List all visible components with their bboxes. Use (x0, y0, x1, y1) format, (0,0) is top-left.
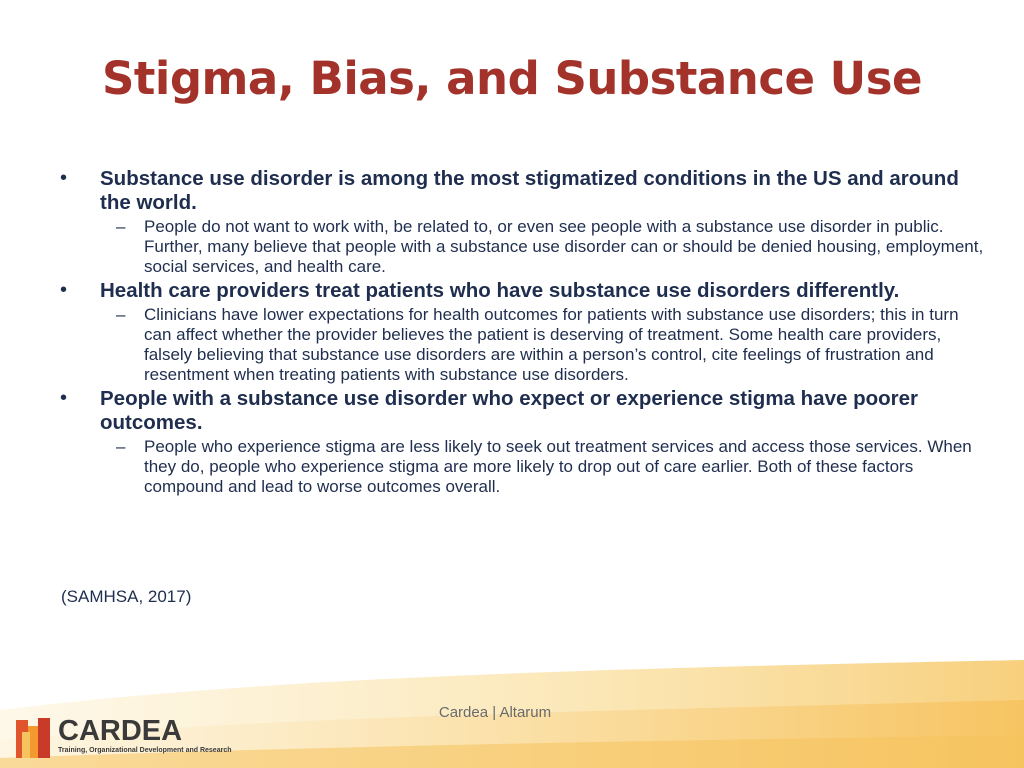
cardea-logo (14, 716, 234, 760)
bullet-item (56, 279, 986, 385)
bullet-heading: Substance use disorder is among the most stigmatized conditions in the US and around the world. (100, 167, 959, 214)
footer-org-label: Cardea | Altarum (438, 704, 552, 721)
bullet-item (56, 167, 986, 277)
sub-bullet-item (56, 437, 986, 497)
sub-bullet-item (56, 305, 986, 385)
bullet-icon: • (60, 167, 68, 189)
logo-wordmark: CARDEA (58, 715, 183, 747)
sub-bullet-text: Clinicians have lower expectations for health outcomes for patients with substance use disorders; this in turn can affect whether the provider believes the patient is deserving of treatment. Some health care providers, falsely believing that substance use disorders are within a person’s control, cite feelings of frustration and resentment when treating patients with substance use disorders. (144, 305, 959, 384)
slide-title: Stigma, Bias, and Substance Use (101, 52, 923, 105)
dash-icon: – (116, 305, 126, 324)
sub-bullet-text: People do not want to work with, be related to, or even see people with a substance use disorder in public. Further, many believe that people with a substance use disorder can or should be denied housing, employment, social services, and health care. (144, 217, 984, 276)
bullet-list (56, 165, 986, 497)
dash-icon: – (116, 217, 126, 236)
citation: (SAMHSA, 2017) (61, 587, 192, 606)
bullet-heading: People with a substance use disorder who expect or experience stigma have poorer outcomes. (100, 387, 918, 434)
bullet-icon: • (60, 279, 68, 301)
bullet-item (56, 387, 986, 497)
sub-bullet-text: People who experience stigma are less likely to seek out treatment services and access those services. When they do, people who experience stigma are more likely to drop out of care earlier. Both of these factors compound and lead to worse outcomes overall. (144, 437, 972, 496)
cardea-logo-icon (14, 716, 54, 760)
bullet-heading: Health care providers treat patients who have substance use disorders differently. (100, 279, 900, 302)
logo-tagline: Training, Organizational Development and Research (58, 747, 232, 754)
sub-bullet-item (56, 217, 986, 277)
bullet-icon: • (60, 387, 68, 409)
dash-icon: – (116, 437, 126, 456)
